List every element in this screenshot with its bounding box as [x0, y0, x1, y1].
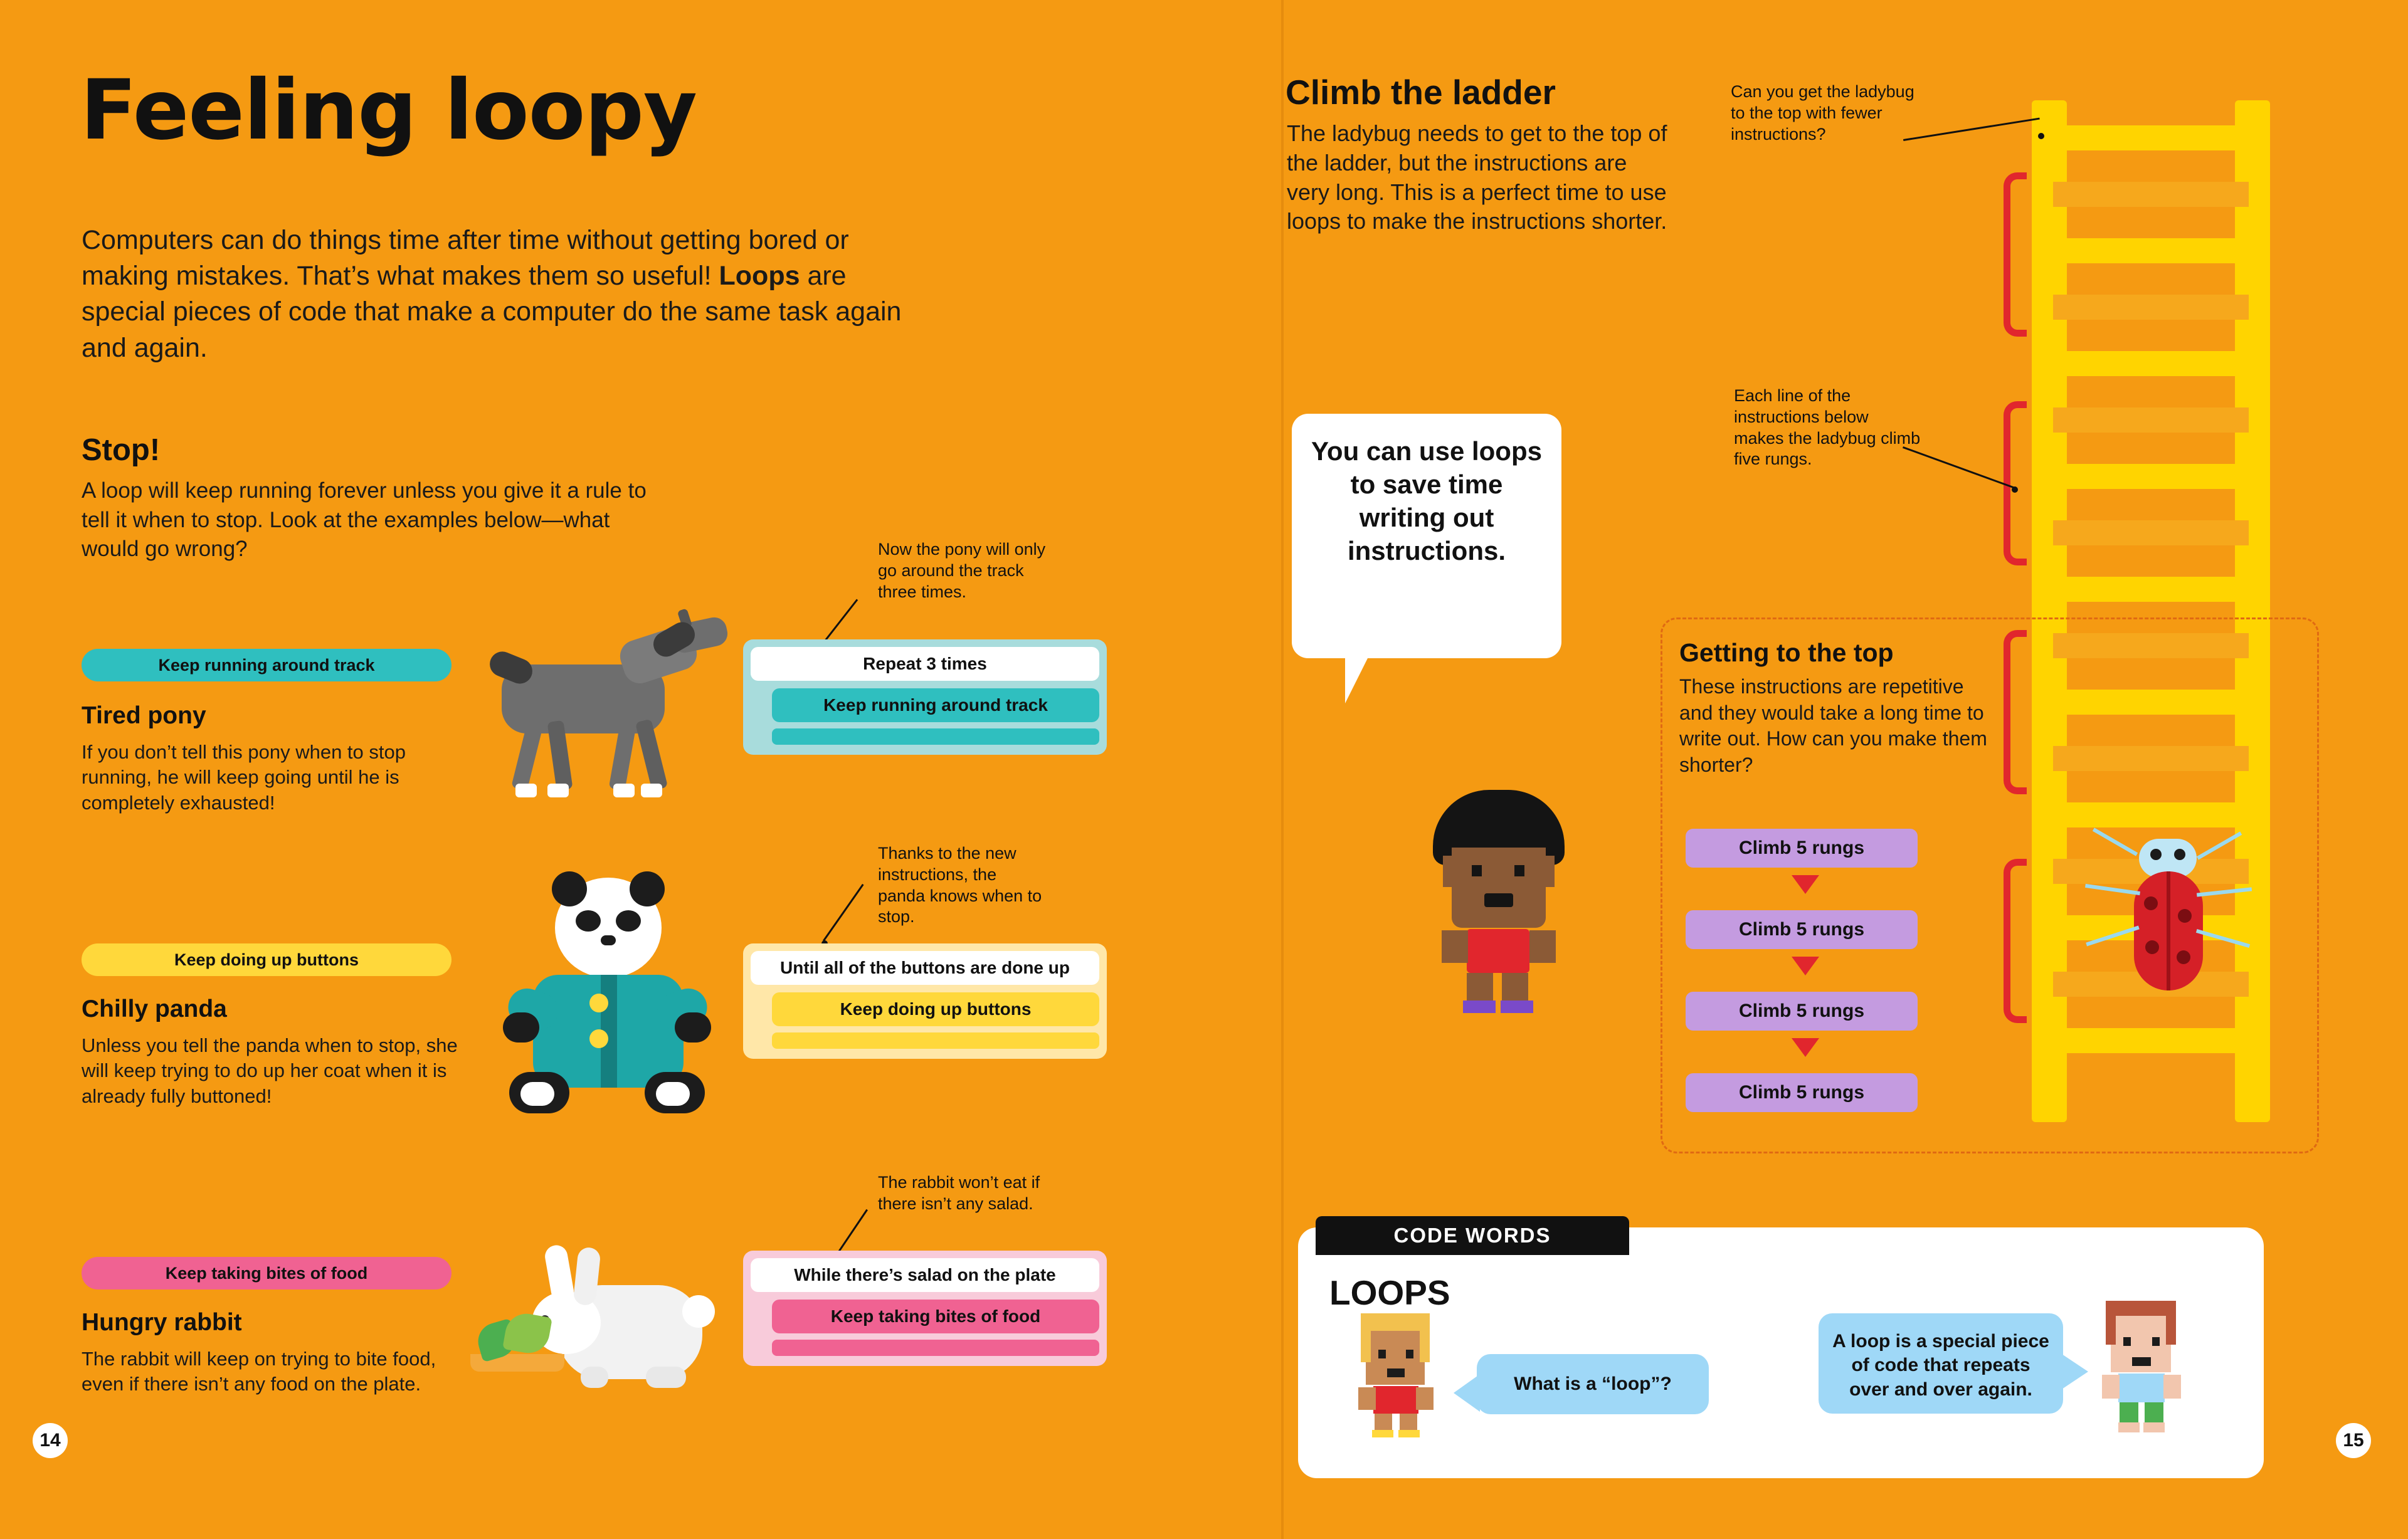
code-words-kid-left [1348, 1313, 1442, 1439]
getting-to-top-heading: Getting to the top [1679, 638, 1894, 667]
page-number-left: 14 [33, 1423, 68, 1458]
page-gutter [1281, 0, 1284, 1539]
code-foot-panda [772, 1032, 1099, 1049]
speech-bubble-tail [1345, 656, 1369, 703]
callout-top-dot [2038, 133, 2044, 139]
stop-heading: Stop! [82, 433, 161, 467]
code-condition-pony: Repeat 3 times [751, 647, 1099, 681]
pill-keep-bites: Keep taking bites of food [82, 1257, 452, 1290]
code-words-title: LOOPS [1329, 1273, 1450, 1312]
code-body-rabbit: Keep taking bites of food [772, 1300, 1099, 1333]
step-arrow-2 [1792, 957, 1819, 975]
ladder-bracket-1 [2004, 172, 2027, 337]
annotation-rabbit: The rabbit won’t eat if there isn’t any salad. [878, 1173, 1040, 1213]
answer-bubble: A loop is a special piece of code that repeats over and over again. [1819, 1313, 2063, 1414]
step-climb-4: Climb 5 rungs [1686, 1073, 1918, 1112]
intro-part-1: Computers can do things time after time without getting bored or making mistakes. That’s what makes them so useful! [82, 225, 849, 292]
step-arrow-3 [1792, 1038, 1819, 1057]
callout-top: Can you get the ladybug to the top with fewer instructions? [1731, 82, 1914, 144]
example-desc-rabbit: The rabbit will keep on trying to bite food, even if there isn’t any food on the plate. [82, 1348, 436, 1395]
step-climb-3: Climb 5 rungs [1686, 992, 1918, 1031]
code-condition-rabbit: While there’s salad on the plate [751, 1258, 1099, 1292]
climb-heading: Climb the ladder [1286, 73, 1556, 112]
step-climb-1: Climb 5 rungs [1686, 829, 1918, 868]
question-bubble: What is a “loop”? [1477, 1354, 1709, 1414]
code-block-panda [743, 943, 1107, 1059]
page-title: Feeling loopy [80, 62, 697, 159]
question-bubble-tail [1454, 1374, 1480, 1412]
stop-text: A loop will keep running forever unless you give it a rule to tell it when to stop. Look at the examples below—what would go wrong? [82, 478, 647, 562]
pony-illustration [464, 596, 740, 802]
pill-keep-running: Keep running around track [82, 649, 452, 681]
code-foot-rabbit [772, 1340, 1099, 1356]
code-block-rabbit [743, 1251, 1107, 1366]
pill-keep-buttons: Keep doing up buttons [82, 943, 452, 976]
callout-mid-dot [2012, 486, 2018, 493]
example-name-rabbit: Hungry rabbit [82, 1309, 242, 1336]
code-body-panda: Keep doing up buttons [772, 992, 1099, 1026]
intro-part-2: are special pieces of code that make a computer do the same task again and again. [82, 261, 902, 363]
code-block-pony [743, 639, 1107, 755]
getting-to-top-text: These instructions are repetitive and they would take a long time to write out. How can you make them shorter? [1679, 675, 1987, 776]
climb-intro: The ladybug needs to get to the top of the ladder, but the instructions are very long. This is a perfect time to use loops to make the instructions shorter. [1287, 120, 1667, 234]
code-words-kid-right [2094, 1301, 2189, 1436]
page-number-right: 15 [2336, 1423, 2371, 1458]
step-arrow-1 [1792, 875, 1819, 894]
ladder-bracket-2 [2004, 401, 2027, 565]
intro-keyword: Loops [719, 261, 800, 292]
kid-character [1414, 790, 1583, 1016]
step-climb-2: Climb 5 rungs [1686, 910, 1918, 949]
code-foot-pony [772, 728, 1099, 745]
code-condition-panda: Until all of the buttons are done up [751, 951, 1099, 985]
answer-bubble-tail [2062, 1354, 2088, 1389]
example-desc-pony: If you don’t tell this pony when to stop running, he will keep going until he is completely exhausted! [82, 741, 406, 814]
speech-bubble: You can use loops to save time writing out instructions. [1292, 414, 1561, 658]
rabbit-illustration [464, 1235, 734, 1410]
annotation-panda: Thanks to the new instructions, the panda knows when to stop. [878, 844, 1042, 927]
intro-paragraph [82, 223, 916, 366]
annotation-pony: Now the pony will only go around the track three times. [878, 540, 1046, 601]
code-body-pony: Keep running around track [772, 688, 1099, 722]
panda-illustration [495, 865, 715, 1128]
code-words-tab: CODE WORDS [1316, 1216, 1629, 1255]
example-desc-panda: Unless you tell the panda when to stop, she will keep trying to do up her coat when it is already fully buttoned! [82, 1034, 458, 1107]
example-name-panda: Chilly panda [82, 995, 227, 1022]
example-name-pony: Tired pony [82, 702, 206, 729]
callout-mid: Each line of the instructions below makes the ladybug climb five rungs. [1734, 386, 1921, 469]
